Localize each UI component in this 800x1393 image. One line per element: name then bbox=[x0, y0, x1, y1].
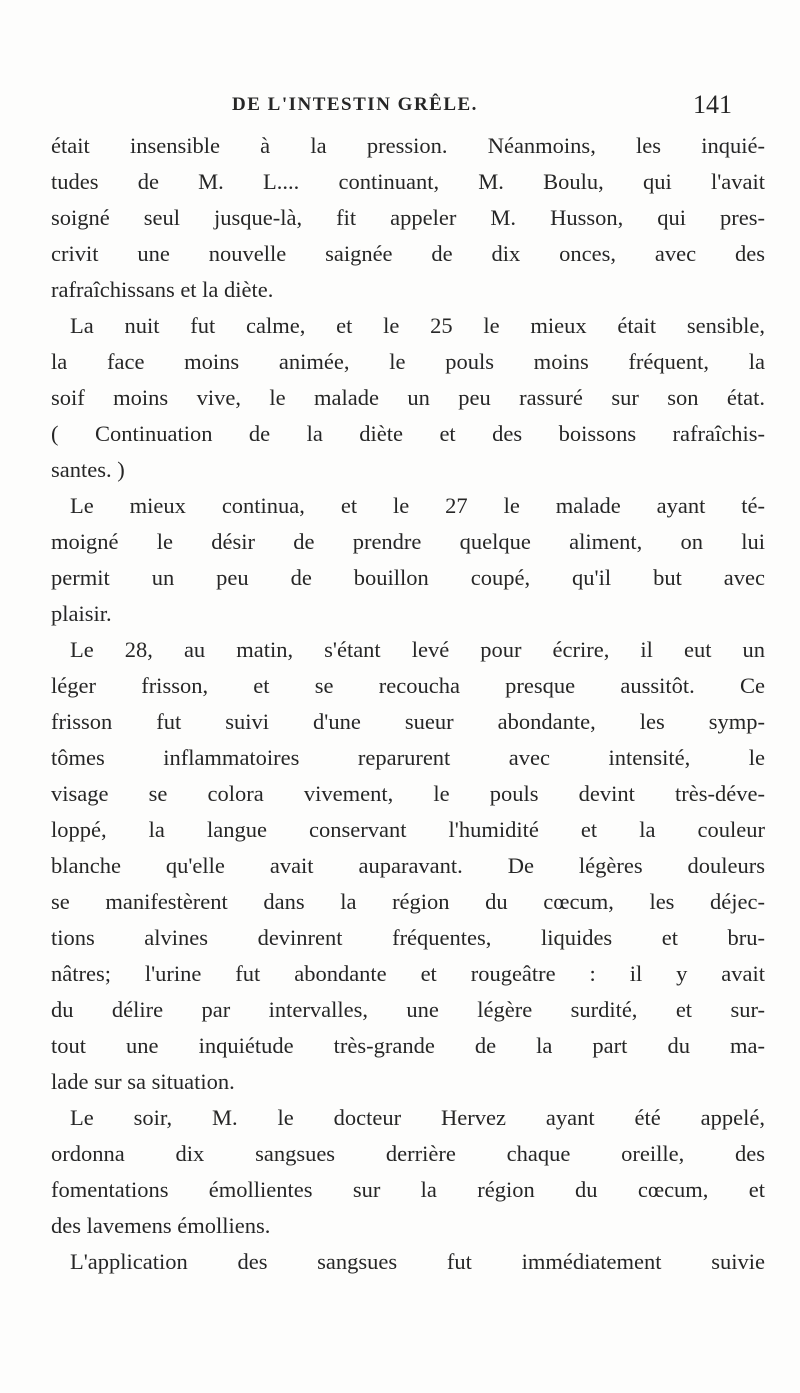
text-line: visage se colora vivement, le pouls devint très-déve- bbox=[51, 781, 765, 806]
text-line: tudes de M. L.... continuant, M. Boulu, qui l'avait bbox=[51, 169, 765, 194]
text-line: fomentations émollientes sur la région du cœcum, et bbox=[51, 1177, 765, 1202]
running-head bbox=[232, 90, 732, 126]
text-line: des lavemens émolliens. bbox=[51, 1213, 271, 1238]
text-line: se manifestèrent dans la région du cœcum, les déjec- bbox=[51, 889, 765, 914]
text-line: tout une inquiétude très-grande de la part du ma- bbox=[51, 1033, 765, 1058]
text-line: rafraîchissans et la diète. bbox=[51, 277, 274, 302]
body-text bbox=[51, 128, 765, 1280]
text-line: tômes inflammatoires reparurent avec intensité, le bbox=[51, 745, 765, 770]
text-line: santes. ) bbox=[51, 457, 125, 482]
text-line: Le soir, M. le docteur Hervez ayant été appelé, bbox=[70, 1105, 765, 1130]
text-line: crivit une nouvelle saignée de dix onces, avec des bbox=[51, 241, 765, 266]
text-line: Le mieux continua, et le 27 le malade ayant té- bbox=[70, 493, 765, 518]
text-line: blanche qu'elle avait auparavant. De légères douleurs bbox=[51, 853, 765, 878]
text-line: ordonna dix sangsues derrière chaque oreille, des bbox=[51, 1141, 765, 1166]
text-line: plaisir. bbox=[51, 601, 112, 626]
text-line: était insensible à la pression. Néanmoins, les inquié- bbox=[51, 133, 765, 158]
text-line: léger frisson, et se recoucha presque aussitôt. Ce bbox=[51, 673, 765, 698]
text-line: L'application des sangsues fut immédiatement suivie bbox=[70, 1249, 765, 1274]
text-line: tions alvines devinrent fréquentes, liquides et bru- bbox=[51, 925, 765, 950]
text-line: soif moins vive, le malade un peu rassuré sur son état. bbox=[51, 385, 765, 410]
text-line: loppé, la langue conservant l'humidité et la couleur bbox=[51, 817, 765, 842]
text-line: soigné seul jusque-là, fit appeler M. Husson, qui pres- bbox=[51, 205, 765, 230]
text-line: la face moins animée, le pouls moins fréquent, la bbox=[51, 349, 765, 374]
text-line: du délire par intervalles, une légère surdité, et sur- bbox=[51, 997, 765, 1022]
text-line: frisson fut suivi d'une sueur abondante, les symp- bbox=[51, 709, 765, 734]
page-number: 141 bbox=[693, 90, 732, 119]
text-line: ( Continuation de la diète et des boissons rafraîchis- bbox=[51, 421, 765, 446]
text-line: Le 28, au matin, s'étant levé pour écrire, il eut un bbox=[70, 637, 765, 662]
text-line: moigné le désir de prendre quelque aliment, on lui bbox=[51, 529, 765, 554]
text-line: permit un peu de bouillon coupé, qu'il but avec bbox=[51, 565, 765, 590]
text-line: La nuit fut calme, et le 25 le mieux était sensible, bbox=[70, 313, 765, 338]
text-line: lade sur sa situation. bbox=[51, 1069, 235, 1094]
text-line: nâtres; l'urine fut abondante et rougeâtre : il y avait bbox=[51, 961, 765, 986]
running-title: DE L'INTESTIN GRÊLE. bbox=[232, 94, 478, 115]
